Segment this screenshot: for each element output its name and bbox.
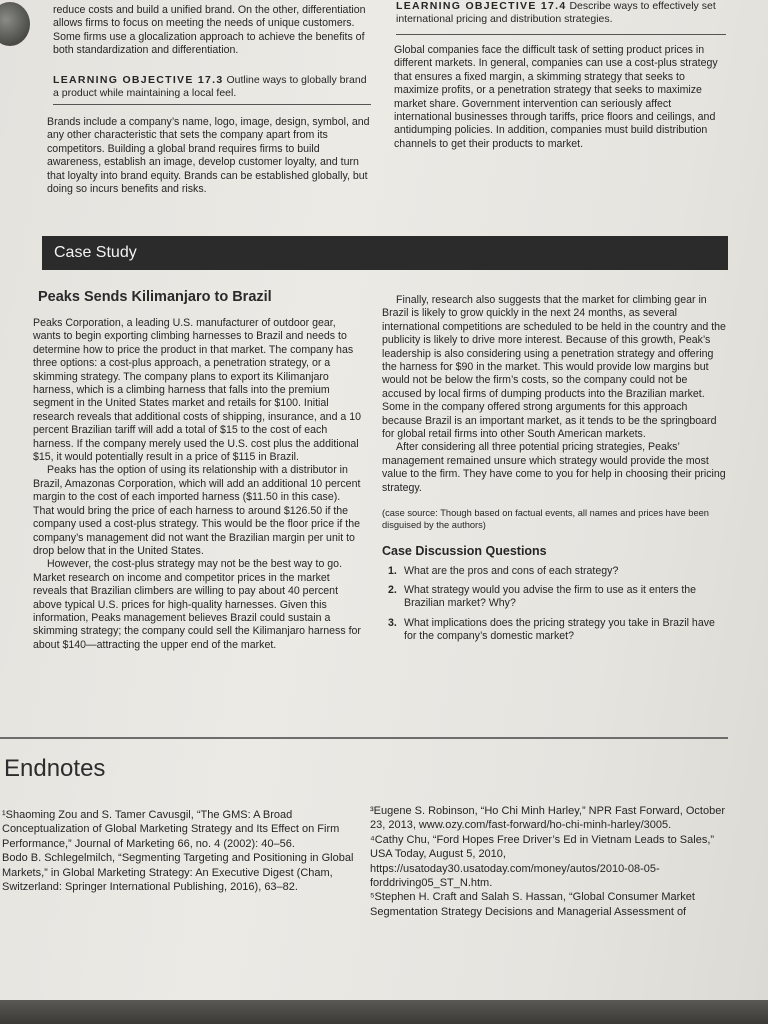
question-number: 3.	[388, 616, 397, 629]
lo-tag: LEARNING OBJECTIVE 17.4	[396, 0, 567, 12]
question-item	[382, 565, 728, 578]
section-divider	[0, 737, 728, 739]
question-number: 2.	[388, 583, 397, 596]
case-left-column	[33, 317, 363, 652]
case-right-column	[382, 294, 728, 650]
divider	[396, 34, 726, 35]
binder-ring	[0, 2, 30, 46]
endnote: Bodo B. Schlegelmilch, “Segmenting Targeting and Positioning in Global Markets,” in Global Marketing Strategy: An Executive Digest (Cham, Switzerland: Springer International Publishing, 2016), 63–82.	[2, 852, 354, 894]
lo-17-3-body: Brands include a company’s name, logo, image, design, symbol, and any other characteristic that sets the company apart from its competitors. Building a global brand requires firms to build awareness, establish an image, develop customer loyalty, and turn that loyalty into brand equity. Brands can be established globally, but doing so incurs benefits and risks.	[47, 116, 370, 196]
endnote: ⁴Cathy Chu, “Ford Hopes Free Driver’s Ed in Vietnam Leads to Sales,” USA Today, August 5, 2010, https://usatoday30.usatoday.com/money/autos/2010-08-05-forddriving05_ST_N.htm.	[370, 833, 715, 890]
question-item	[382, 617, 728, 644]
case-paragraph: Finally, research also suggests that the market for climbing gear in Brazil is likely to grow quickly in the next 24 months, as several international competitions are scheduled to be held in the country and the publicity is likely to drive more interest. Because of this growth, Peak’s leadership is also considering using a penetration strategy and offering the harness for $90 in the market. This would provide low margins but would not be below the firm’s costs, so the company could not be accused by local firms of dumping products into the Brazilian market. Some in the company offered strong arguments for this approach because Brazil is an important market, as it tends to be the springboard for global retail firms into other South American markets.	[382, 294, 726, 441]
endnote: ¹Shaoming Zou and S. Tamer Cavusgil, “The GMS: A Broad Conceptualization of Global Marketing Strategy and Its Effect on Firm Performance,” Journal of Marketing 66, no. 4 (2002): 40–56.	[2, 809, 340, 850]
lo-tag: LEARNING OBJECTIVE 17.3	[53, 73, 224, 86]
question-text: What strategy would you advise the firm to use as it enters the Brazilian market? Why?	[404, 583, 697, 610]
intro-summary: reduce costs and build a unified brand. On the other, differentiation allows firms to focus on meeting the needs of unique customers. Some firms use a glocalization approach to achieve the benefits of both standardization and differentiation.	[53, 4, 366, 57]
case-source-note: (case source: Though based on factual events, all names and prices have been disguised by the authors)	[382, 508, 709, 531]
case-paragraph: However, the cost-plus strategy may not be the best way to go. Market research on income and competitor prices in the market reveals that Brazilian climbers are willing to pay about 40 percent above typical U.S. prices for high-quality harnesses. Given this information, Peaks management believes Brazil could sustain a skimming strategy; the company could sell the Kilimanjaro harness for about $140—attracting the upper end of the market.	[33, 558, 361, 651]
discussion-title: Case Discussion Questions	[382, 544, 547, 559]
question-text: What implications does the pricing strategy you take in Brazil have for the company’s domestic market?	[404, 616, 715, 643]
question-text: What are the pros and cons of each strategy?	[404, 564, 619, 577]
endnote: ⁵Stephen H. Craft and Salah S. Hassan, “Global Consumer Market Segmentation Strategy Decisions and Managerial Assessment of	[370, 891, 695, 918]
divider	[53, 104, 371, 105]
case-paragraph: Peaks has the option of using its relationship with a distributor in Brazil, Amazonas Corporation, which will add an additional 10 percent margin to the cost of each imported harness ($11.50 in this case). That would bring the price of each harness to around $126.50 if the company used a cost-plus strategy. This would be the floor price if the company’s management did not want the Brazilian margin per unit to drop below that in the United States.	[33, 464, 361, 557]
question-item	[382, 584, 728, 611]
case-paragraph: After considering all three potential pricing strategies, Peaks’ management remained unsure which strategy would provide the most value to the firm. They have come to you for help in choosing their pricing strategy.	[382, 441, 726, 494]
endnote: ³Eugene S. Robinson, “Ho Chi Minh Harley,” NPR Fast Forward, October 23, 2013, www.ozy.com/fast-forward/ho-chi-minh-harley/3005.	[370, 805, 725, 832]
endnotes-title: Endnotes	[4, 755, 106, 782]
lo-17-3-summary	[47, 116, 372, 196]
lo-text: Outline ways to globally brand a product while maintaining a local feel.	[53, 73, 367, 100]
learning-objective-17-4	[396, 0, 726, 27]
lo-17-4-body: Global companies face the difficult task of setting product prices in different markets. In general, companies can use a cost-plus strategy that ensures a fixed margin, a skimming strategy that seeks to maximize profits, or a penetration strategy that seeks to maximize market share. Government intervention can seriously affect international businesses through tariffs, price floors and ceilings, and antidumping policies. In addition, companies must build distribution channels to get their products to market.	[394, 44, 718, 150]
question-number: 1.	[388, 564, 397, 577]
case-paragraph: Peaks Corporation, a leading U.S. manufacturer of outdoor gear, wants to begin exporting climbing harnesses to Brazil and needs to determine how to price the product in that market. The company has three options: a cost-plus approach, a penetration strategy, or a skimming strategy. The company plans to export its Kilimanjaro harness, which is a climbing harness that falls into the premium segment in the United States market and retails for $100. Initial research reveals that additional costs of shipping, insurance, and a 10 percent Brazilian tariff will add a total of $15 to the cost of each harness. If the company merely used the U.S. cost plus the additional $15, it would potentially result in a price of $115 in Brazil.	[33, 317, 362, 464]
summary-right-column	[396, 0, 726, 27]
learning-objective-17-3	[53, 74, 373, 101]
lo-17-4-summary	[394, 44, 726, 151]
case-study-banner: Case Study	[42, 236, 728, 270]
case-title: Peaks Sends Kilimanjaro to Brazil	[38, 289, 272, 305]
table-surface	[0, 1000, 768, 1024]
endnotes-left	[2, 808, 358, 894]
lo-text: Describe ways to effectively set international pricing and distribution strategies.	[396, 0, 716, 26]
summary-left-column	[53, 4, 373, 100]
discussion-questions	[382, 565, 728, 644]
case-discussion	[382, 545, 728, 643]
endnotes-right	[370, 804, 732, 919]
